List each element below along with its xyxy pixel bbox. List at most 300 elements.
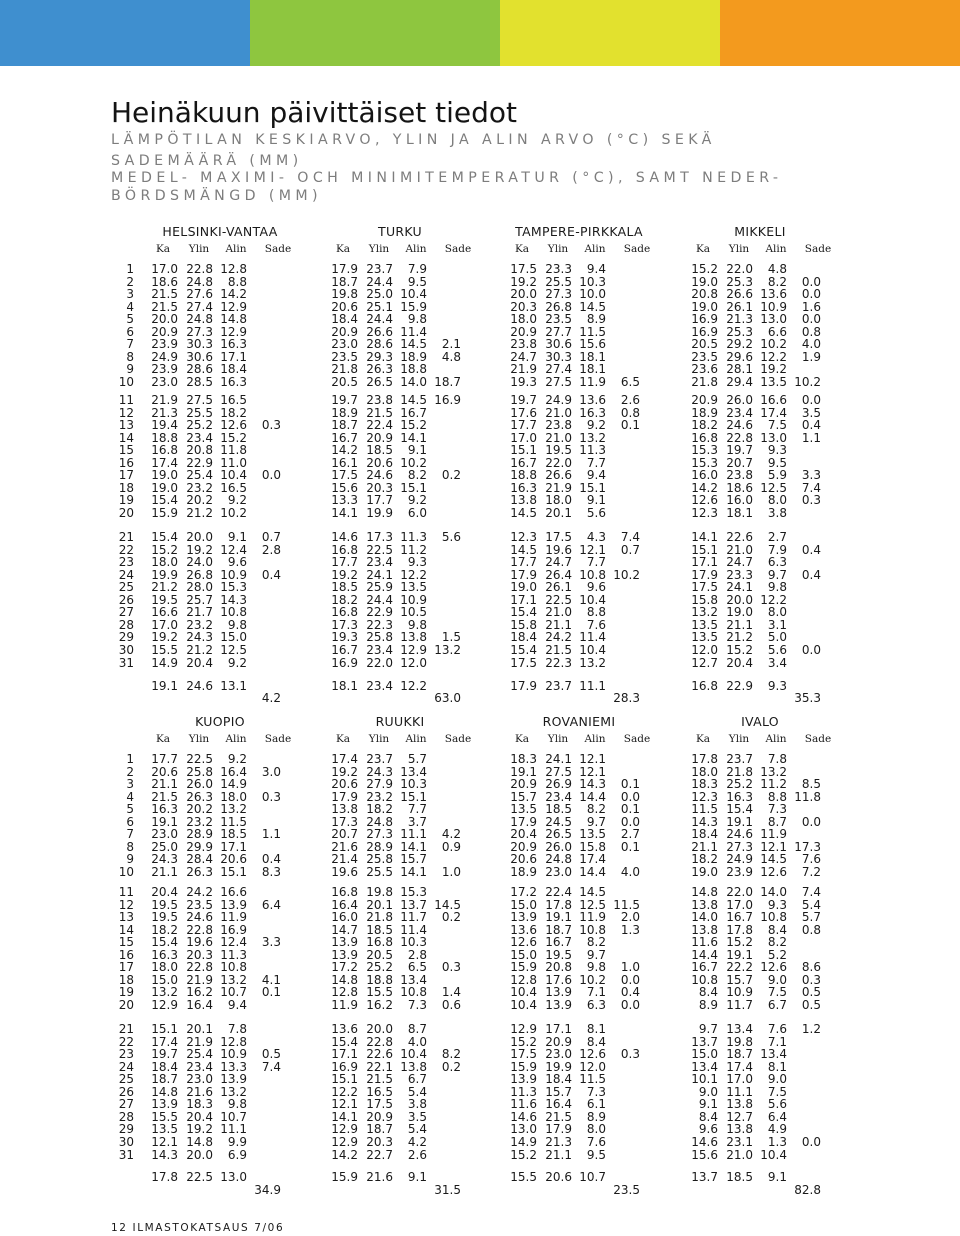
table-cell: 15.6 [331, 480, 358, 495]
table-cell: 6.7 [407, 1072, 427, 1087]
table-cell: 15.9 [510, 960, 537, 975]
table-cell: 23.4 [545, 789, 572, 804]
table-cell: 21.3 [726, 312, 753, 327]
table-cell: 10.5 [400, 605, 427, 620]
table-cell: 7.3 [586, 1084, 606, 1099]
table-cell: 11.5 [579, 324, 606, 339]
table-cell: 3.4 [767, 655, 787, 670]
precipitation-total: 82.8 [794, 1183, 821, 1197]
table-cell: 8.9 [586, 1109, 606, 1124]
column-header: Sade [804, 733, 832, 745]
table-cell: 21.5 [151, 299, 178, 314]
day-number: 11 [118, 393, 134, 407]
table-cell: 18.7 [434, 374, 461, 389]
table-cell: 16.7 [545, 935, 572, 950]
table-cell: 18.2 [366, 802, 393, 817]
table-cell: 2.6 [620, 393, 640, 407]
table-cell: 9.8 [586, 960, 606, 975]
table-cell: 16.2 [366, 997, 393, 1012]
table-cell: 10.2 [760, 337, 787, 352]
station-name: MIKKELI [734, 224, 786, 239]
table-cell: 15.8 [579, 839, 606, 854]
table-cell: 27.5 [186, 393, 213, 407]
table-cell: 20.1 [545, 505, 572, 520]
table-cell: 25.8 [366, 852, 393, 867]
table-cell: 9.8 [407, 617, 427, 632]
table-cell: 26.3 [186, 789, 213, 804]
table-cell: 24.9 [151, 349, 178, 364]
table-cell: 17.8 [691, 752, 718, 766]
table-cell: 21.0 [545, 405, 572, 420]
table-cell: 12.1 [760, 839, 787, 854]
day-number: 9 [126, 362, 134, 377]
table-cell: 13.9 [220, 1072, 247, 1087]
table-cell: 19.6 [545, 542, 572, 557]
table-cell: 23.8 [726, 468, 753, 483]
table-cell: 8.9 [586, 312, 606, 327]
table-cell: 24.1 [366, 567, 393, 582]
table-cell: 16.0 [726, 493, 753, 508]
column-header: Alin [405, 243, 427, 255]
table-cell: 21.2 [726, 630, 753, 645]
table-cell: 13.5 [510, 802, 537, 817]
table-cell: 19.2 [151, 630, 178, 645]
table-cell: 18.0 [691, 764, 718, 779]
table-cell: 23.5 [545, 312, 572, 327]
table-cell: 20.9 [366, 1109, 393, 1124]
table-cell: 27.3 [726, 839, 753, 854]
table-cell: 20.3 [366, 1134, 393, 1149]
table-cell: 16.1 [331, 455, 358, 470]
table-cell: 15.1 [220, 864, 247, 879]
station-name: KUOPIO [195, 714, 245, 729]
table-cell: 15.7 [726, 972, 753, 987]
table-cell: 14.5 [579, 299, 606, 314]
station-name: IVALO [741, 714, 779, 729]
table-cell: 17.5 [510, 655, 537, 670]
table-cell: 24.9 [726, 852, 753, 867]
table-cell: 7.8 [767, 752, 787, 766]
table-cell: 8.5 [801, 777, 821, 792]
table-cell: 27.5 [545, 374, 572, 389]
station-name: HELSINKI-VANTAA [162, 224, 278, 239]
table-cell: 0.3 [261, 789, 281, 804]
table-cell: 19.1 [510, 764, 537, 779]
table-cell: 0.5 [801, 985, 821, 1000]
column-header: Ka [695, 733, 711, 745]
table-cell: 1.1 [261, 827, 281, 842]
table-cell: 14.2 [220, 287, 247, 302]
table-cell: 18.7 [726, 1047, 753, 1062]
day-number: 24 [118, 567, 134, 582]
table-cell: 20.5 [366, 947, 393, 962]
table-cell: 17.2 [331, 960, 358, 975]
column-header: Alin [765, 733, 787, 745]
table-cell: 0.8 [801, 922, 821, 937]
table-cell: 12.2 [760, 349, 787, 364]
table-cell: 7.5 [767, 418, 787, 433]
table-cell: 8.2 [767, 274, 787, 289]
table-cell: 8.8 [767, 789, 787, 804]
table-cell: 9.3 [767, 897, 787, 912]
table-cell: 21.8 [366, 910, 393, 925]
day-number: 16 [118, 455, 134, 470]
table-cell: 19.9 [366, 505, 393, 520]
day-number: 31 [118, 655, 134, 670]
table-cell: 17.4 [151, 455, 178, 470]
table-cell: 4.2 [407, 1134, 427, 1149]
table-cell: 13.7 [400, 897, 427, 912]
table-cell: 13.8 [400, 1059, 427, 1074]
summary-cell: 18.1 [331, 679, 358, 693]
table-cell: 12.1 [579, 752, 606, 766]
table-cell: 15.1 [151, 1022, 178, 1036]
table-cell: 17.5 [331, 468, 358, 483]
day-number: 9 [126, 852, 134, 867]
table-cell: 23.5 [691, 349, 718, 364]
table-cell: 15.7 [545, 1084, 572, 1099]
table-cell: 4.1 [261, 972, 281, 987]
table-cell: 30.3 [186, 337, 213, 352]
table-cell: 16.9 [691, 324, 718, 339]
table-cell: 16.8 [366, 935, 393, 950]
table-cell: 15.0 [510, 947, 537, 962]
table-cell: 25.4 [186, 468, 213, 483]
day-number: 11 [118, 885, 134, 899]
table-cell: 12.5 [760, 480, 787, 495]
table-cell: 19.1 [726, 947, 753, 962]
table-cell: 0.6 [441, 997, 461, 1012]
table-cell: 14.4 [579, 789, 606, 804]
table-cell: 14.5 [400, 393, 427, 407]
table-cell: 17.1 [545, 1022, 572, 1036]
table-cell: 25.5 [366, 864, 393, 879]
table-cell: 22.6 [366, 1047, 393, 1062]
table-cell: 22.0 [726, 262, 753, 276]
table-cell: 11.2 [400, 542, 427, 557]
table-cell: 20.0 [366, 1022, 393, 1036]
table-cell: 9.3 [767, 443, 787, 458]
table-cell: 9.2 [586, 418, 606, 433]
table-cell: 7.6 [801, 852, 821, 867]
table-cell: 8.1 [586, 1022, 606, 1036]
table-cell: 17.0 [151, 262, 178, 276]
table-cell: 17.9 [545, 1122, 572, 1137]
table-cell: 18.4 [151, 1059, 178, 1074]
table-cell: 9.2 [227, 655, 247, 670]
table-cell: 21.9 [545, 480, 572, 495]
table-cell: 14.6 [691, 1134, 718, 1149]
table-cell: 26.1 [545, 580, 572, 595]
table-cell: 11.7 [726, 997, 753, 1012]
summary-cell: 10.7 [579, 1170, 606, 1184]
day-number: 22 [118, 1034, 134, 1049]
table-cell: 20.3 [510, 299, 537, 314]
day-number: 30 [118, 1134, 134, 1149]
table-cell: 21.9 [510, 362, 537, 377]
table-cell: 13.9 [510, 1072, 537, 1087]
table-cell: 19.0 [691, 299, 718, 314]
table-cell: 0.8 [620, 405, 640, 420]
table-cell: 21.1 [545, 1147, 572, 1162]
table-cell: 14.1 [331, 1109, 358, 1124]
table-cell: 25.3 [726, 324, 753, 339]
table-cell: 14.1 [691, 530, 718, 544]
table-cell: 15.5 [151, 642, 178, 657]
table-cell: 1.3 [620, 922, 640, 937]
table-cell: 17.0 [726, 1072, 753, 1087]
table-cell: 16.7 [726, 910, 753, 925]
table-cell: 8.2 [767, 935, 787, 950]
day-number: 14 [118, 922, 134, 937]
table-cell: 5.6 [441, 530, 461, 544]
table-cell: 13.8 [726, 1097, 753, 1112]
table-cell: 8.8 [227, 274, 247, 289]
table-cell: 11.1 [220, 1122, 247, 1137]
subtitle-line-3: MEDEL- MAXIMI- OCH MINIMITEMPERATUR (°C), SAMT NEDER- [111, 170, 783, 186]
table-cell: 18.1 [726, 505, 753, 520]
table-cell: 21.9 [151, 393, 178, 407]
table-cell: 10.2 [400, 455, 427, 470]
table-cell: 23.6 [691, 362, 718, 377]
table-cell: 10.3 [579, 274, 606, 289]
table-cell: 20.1 [366, 897, 393, 912]
table-cell: 17.9 [331, 789, 358, 804]
table-cell: 9.6 [227, 555, 247, 570]
day-number: 7 [126, 827, 134, 842]
table-cell: 20.9 [691, 393, 718, 407]
day-number: 26 [118, 592, 134, 607]
table-cell: 20.6 [510, 852, 537, 867]
table-cell: 14.5 [579, 885, 606, 899]
table-cell: 15.5 [151, 1109, 178, 1124]
table-cell: 13.5 [691, 630, 718, 645]
table-cell: 6.6 [767, 324, 787, 339]
table-cell: 25.8 [366, 630, 393, 645]
table-cell: 23.3 [545, 262, 572, 276]
precipitation-total: 28.3 [613, 691, 640, 705]
table-cell: 7.3 [767, 802, 787, 817]
table-cell: 5.6 [767, 642, 787, 657]
column-header: Ylin [728, 733, 750, 745]
table-cell: 26.8 [545, 299, 572, 314]
table-cell: 13.8 [691, 897, 718, 912]
table-cell: 16.3 [579, 405, 606, 420]
table-cell: 5.7 [801, 910, 821, 925]
table-cell: 13.4 [726, 1022, 753, 1036]
table-cell: 7.3 [407, 997, 427, 1012]
table-cell: 9.1 [586, 493, 606, 508]
table-cell: 17.1 [220, 839, 247, 854]
table-cell: 0.1 [620, 802, 640, 817]
table-cell: 15.1 [400, 480, 427, 495]
table-cell: 19.0 [691, 864, 718, 879]
table-cell: 1.0 [441, 864, 461, 879]
table-cell: 14.1 [400, 430, 427, 445]
table-cell: 13.5 [151, 1122, 178, 1137]
table-cell: 4.9 [767, 1122, 787, 1137]
table-cell: 9.5 [586, 1147, 606, 1162]
table-cell: 22.3 [366, 617, 393, 632]
table-cell: 0.0 [801, 642, 821, 657]
table-cell: 15.4 [151, 493, 178, 508]
table-cell: 29.6 [726, 349, 753, 364]
table-cell: 25.1 [366, 299, 393, 314]
table-cell: 3.8 [767, 505, 787, 520]
table-cell: 28.0 [186, 580, 213, 595]
table-cell: 21.0 [545, 430, 572, 445]
table-cell: 19.3 [510, 374, 537, 389]
column-header: Ylin [547, 733, 569, 745]
table-cell: 14.5 [400, 337, 427, 352]
table-cell: 24.7 [545, 555, 572, 570]
table-cell: 14.6 [510, 1109, 537, 1124]
table-cell: 2.7 [767, 530, 787, 544]
table-cell: 29.4 [726, 374, 753, 389]
table-cell: 17.5 [510, 1047, 537, 1062]
table-cell: 23.8 [545, 418, 572, 433]
table-cell: 20.8 [691, 287, 718, 302]
table-cell: 13.9 [331, 935, 358, 950]
table-cell: 20.2 [186, 802, 213, 817]
table-cell: 3.7 [407, 814, 427, 829]
table-cell: 16.3 [151, 947, 178, 962]
day-number: 27 [118, 605, 134, 620]
table-cell: 12.6 [220, 418, 247, 433]
table-cell: 10.9 [220, 567, 247, 582]
table-cell: 2.6 [407, 1147, 427, 1162]
day-number: 29 [118, 1122, 134, 1137]
table-cell: 7.8 [227, 1022, 247, 1036]
table-cell: 21.1 [691, 839, 718, 854]
table-cell: 14.2 [331, 1147, 358, 1162]
table-cell: 15.6 [691, 1147, 718, 1162]
table-cell: 21.4 [331, 852, 358, 867]
table-cell: 23.4 [366, 555, 393, 570]
table-cell: 12.5 [579, 897, 606, 912]
table-cell: 2.8 [407, 947, 427, 962]
column-header: Ylin [368, 243, 390, 255]
table-cell: 24.8 [186, 312, 213, 327]
table-cell: 16.4 [545, 1097, 572, 1112]
table-cell: 9.2 [227, 493, 247, 508]
table-cell: 9.1 [698, 1097, 718, 1112]
table-cell: 6.5 [407, 960, 427, 975]
table-cell: 11.6 [691, 935, 718, 950]
table-cell: 14.3 [691, 814, 718, 829]
table-cell: 19.5 [151, 910, 178, 925]
table-cell: 6.0 [407, 505, 427, 520]
table-cell: 25.2 [366, 960, 393, 975]
column-header: Sade [804, 243, 832, 255]
table-cell: 12.6 [510, 935, 537, 950]
table-cell: 29.3 [366, 349, 393, 364]
table-cell: 30.6 [186, 349, 213, 364]
table-cell: 9.3 [407, 555, 427, 570]
table-cell: 21.1 [151, 864, 178, 879]
table-cell: 14.5 [760, 852, 787, 867]
table-cell: 14.3 [579, 777, 606, 792]
table-cell: 18.1 [579, 362, 606, 377]
table-cell: 19.5 [545, 947, 572, 962]
day-number: 10 [118, 374, 134, 389]
table-cell: 1.5 [441, 630, 461, 645]
day-number: 25 [118, 580, 134, 595]
table-cell: 5.6 [767, 1097, 787, 1112]
table-cell: 17.3 [331, 814, 358, 829]
table-cell: 26.5 [366, 374, 393, 389]
precipitation-total: 23.5 [613, 1183, 640, 1197]
table-cell: 20.9 [151, 324, 178, 339]
table-cell: 19.7 [331, 393, 358, 407]
table-cell: 24.7 [510, 349, 537, 364]
table-cell: 12.1 [331, 1097, 358, 1112]
summary-cell: 24.6 [186, 679, 213, 693]
day-number: 12 [118, 405, 134, 420]
table-cell: 13.7 [691, 1034, 718, 1049]
column-header: Alin [584, 733, 606, 745]
table-cell: 19.2 [186, 542, 213, 557]
table-cell: 13.9 [545, 985, 572, 1000]
table-cell: 18.5 [366, 443, 393, 458]
table-cell: 26.3 [366, 362, 393, 377]
table-cell: 1.9 [801, 349, 821, 364]
table-cell: 18.7 [331, 274, 358, 289]
table-cell: 12.8 [220, 262, 247, 276]
column-header: Alin [405, 733, 427, 745]
table-cell: 18.9 [331, 405, 358, 420]
table-cell: 19.6 [186, 935, 213, 950]
table-cell: 23.8 [510, 337, 537, 352]
table-cell: 10.2 [579, 972, 606, 987]
column-header: Alin [584, 243, 606, 255]
day-number: 3 [126, 287, 134, 302]
table-cell: 13.0 [760, 430, 787, 445]
table-cell: 11.7 [400, 910, 427, 925]
table-cell: 13.5 [400, 580, 427, 595]
table-cell: 13.8 [691, 922, 718, 937]
table-cell: 16.7 [691, 960, 718, 975]
day-number: 19 [118, 985, 134, 1000]
table-cell: 12.2 [331, 1084, 358, 1099]
table-cell: 14.3 [151, 1147, 178, 1162]
table-cell: 5.7 [407, 752, 427, 766]
table-cell: 18.4 [220, 362, 247, 377]
table-cell: 13.2 [434, 642, 461, 657]
day-number: 24 [118, 1059, 134, 1074]
table-cell: 10.7 [220, 985, 247, 1000]
table-cell: 21.9 [186, 972, 213, 987]
precipitation-total: 4.2 [261, 691, 281, 705]
table-cell: 16.6 [151, 605, 178, 620]
table-cell: 9.6 [698, 1122, 718, 1137]
table-cell: 14.1 [400, 864, 427, 879]
summary-cell: 23.4 [366, 679, 393, 693]
table-cell: 15.0 [691, 1047, 718, 1062]
table-cell: 2.8 [261, 542, 281, 557]
table-cell: 14.8 [220, 312, 247, 327]
table-cell: 18.6 [726, 480, 753, 495]
table-cell: 6.1 [586, 1097, 606, 1112]
day-number: 4 [126, 789, 134, 804]
table-cell: 21.1 [545, 617, 572, 632]
table-cell: 2.0 [620, 910, 640, 925]
day-number: 22 [118, 542, 134, 557]
day-number: 4 [126, 299, 134, 314]
table-cell: 19.2 [510, 274, 537, 289]
table-cell: 20.2 [186, 493, 213, 508]
column-header: Ka [155, 243, 171, 255]
